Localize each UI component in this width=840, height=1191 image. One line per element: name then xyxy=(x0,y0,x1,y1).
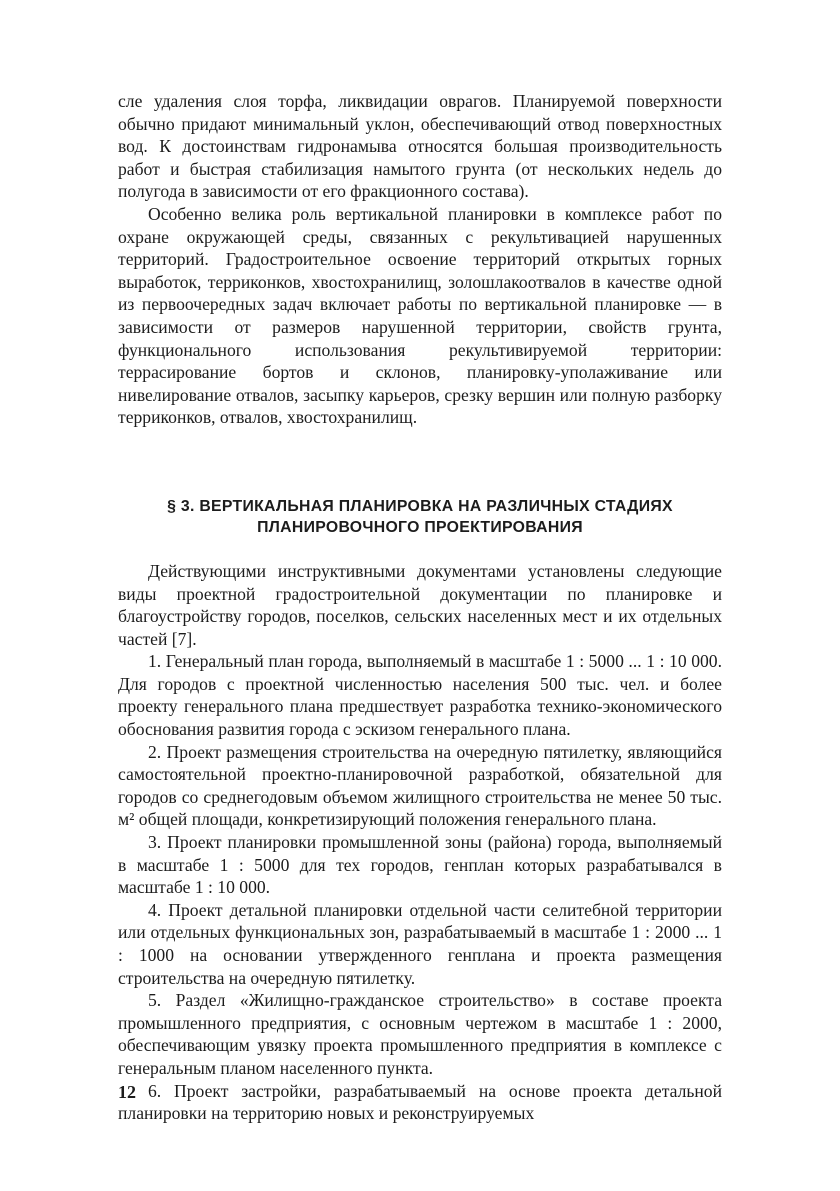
page-content xyxy=(118,90,722,1125)
section-spacer xyxy=(118,429,722,496)
section-heading-line-1: § 3. ВЕРТИКАЛЬНАЯ ПЛАНИРОВКА НА РАЗЛИЧНЫХ СТАДИЯХ xyxy=(167,497,673,515)
list-item-3: 3. Проект планировки промышленной зоны (района) города, выполняемый в масштабе 1 : 5000 для тех городов, генплан которых разрабатывался в масштабе 1 : 10 000. xyxy=(118,832,722,898)
list-item-2: 2. Проект размещения строительства на очередную пятилетку, являющийся самостоятельной проектно-планировочной разработкой, обязательной для городов со среднегодовым объемом жилищного строительства не менее 50 тыс. м² общей площади, конкретизирующий положения генерального плана. xyxy=(118,741,722,830)
list-item-1: 1. Генеральный план города, выполняемый в масштабе 1 : 5000 ... 1 : 10 000. Для городов с проектной численностью населения 500 тыс. чел. и более проекту генерального плана предшествует разработка технико-экономического обоснования развития города с эскизом генерального плана. xyxy=(118,651,722,740)
list-item-4: 4. Проект детальной планировки отдельной части селитебной территории или отдельных функциональных зон, разрабатываемый в масштабе 1 : 2000 ... 1 : 1000 на основании утвержденного генплана и проекта размещения строительства на очередную пятилетку. xyxy=(118,899,722,988)
page-number: 12 xyxy=(118,1082,136,1102)
section-heading xyxy=(118,496,722,538)
list-item-6: 6. Проект застройки, разрабатываемый на основе проекта детальной планировки на территорию новых и реконструируемых xyxy=(118,1080,722,1124)
section-heading-line-2: ПЛАНИРОВОЧНОГО ПРОЕКТИРОВАНИЯ xyxy=(257,518,583,536)
paragraph-intro: Действующими инструктивными документами установлены следующие виды проектной градостроительной документации по планировке и благоустройству городов, поселков, сельских населенных мест и их отдельных частей [7]. xyxy=(118,560,722,649)
list-item-5: 5. Раздел «Жилищно-гражданское строительство» в составе проекта промышленного предприятия, с основным чертежом в масштабе 1 : 2000, обеспечивающим увязку проекта промышленного предприятия в комплексе с генеральным планом населенного пункта. xyxy=(118,990,722,1078)
heading-spacer xyxy=(118,538,722,560)
paragraph-reclamation: Особенно велика роль вертикальной планировки в комплексе работ по охране окружающей среды, связанных с рекультивацией нарушенных территорий. Градостроительное освоение территорий открытых горных выработок, терриконков, хвостохранилищ, золошлакоотвалов в качестве одной из первоочередных задач включает работы по вертикальной планировке — в зависимости от размеров нарушенной территории, свойств грунта, функционального использования рекультивируемой территории: террасирование бортов и склонов, планировку-уполаживание или нивелирование отвалов, засыпку карьеров, срезку вершин или полную разборку терриконков, отвалов, хвостохранилищ. xyxy=(118,203,722,428)
paragraph-continuation: сле удаления слоя торфа, ликвидации оврагов. Планируемой поверхности обычно придают минимальный уклон, обеспечивающий отвод поверхностных вод. К достоинствам гидронамыва относятся большая производительность работ и быстрая стабилизация намытого грунта (от нескольких недель до полугода в зависимости от его фракционного состава). xyxy=(118,91,722,202)
